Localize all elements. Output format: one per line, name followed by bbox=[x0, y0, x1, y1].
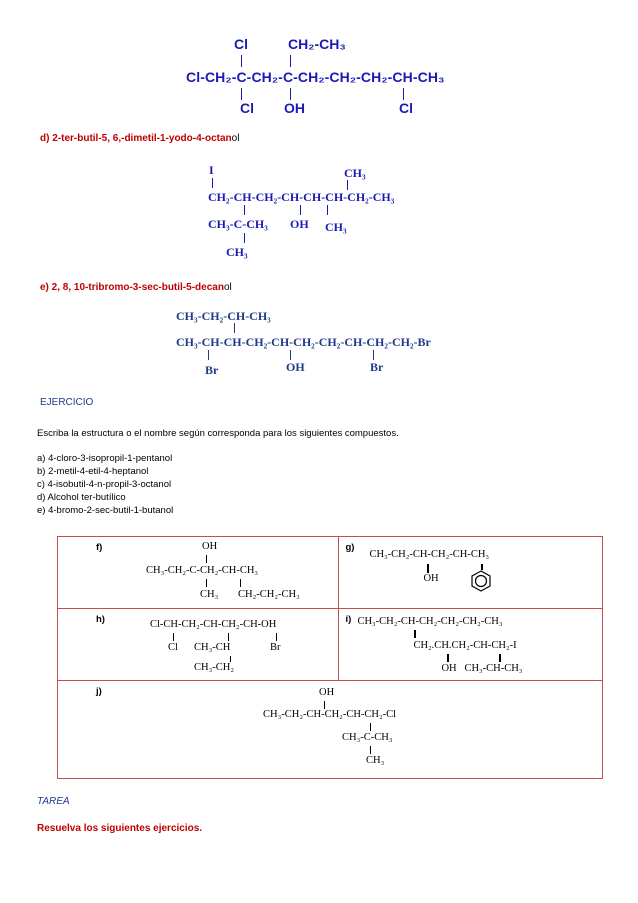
item-d-name: d) 2-ter-butil-5, 6,-dimetil-1-yodo-4-octanol bbox=[40, 133, 240, 144]
e-sec-butyl: CH₃-CH₂-CH-CH₃ bbox=[176, 309, 271, 323]
f-propyl: CH₂-CH₂-CH₃ bbox=[238, 589, 300, 600]
list-item: c) 4-isobutil-4-n-propil-3-octanol bbox=[37, 479, 172, 490]
i-oh: OH bbox=[441, 663, 457, 674]
g-oh: OH bbox=[423, 573, 439, 584]
h-main-chain: Cl-CH-CH₂-CH-CH₂-CH-OH bbox=[150, 619, 277, 630]
cell-label: i) bbox=[345, 614, 352, 625]
cell-j bbox=[58, 681, 603, 779]
j-oh: OH bbox=[319, 687, 335, 698]
cell-f bbox=[58, 537, 339, 609]
top-cl-lower-1: Cl bbox=[240, 100, 254, 116]
cell-label: g) bbox=[345, 542, 355, 553]
benzene-ring-icon bbox=[470, 570, 492, 592]
ejercicio-title: EJERCICIO bbox=[40, 397, 94, 408]
d-methyl-low: CH₃ bbox=[325, 220, 347, 234]
h-ethyl-end: CH₃-CH₂ bbox=[194, 662, 234, 673]
cell-label: j) bbox=[96, 686, 102, 697]
list-item: a) 4-cloro-3-isopropil-1-pentanol bbox=[37, 453, 173, 464]
tarea-text: Resuelva los siguientes ejercicios. bbox=[37, 823, 203, 834]
i-isopropyl: CH₃-CH-CH₃ bbox=[464, 663, 523, 674]
cell-g bbox=[339, 537, 603, 609]
j-methyl-bottom: CH₃ bbox=[366, 755, 385, 766]
list-item: e) 4-bromo-2-sec-butil-1-butanol bbox=[37, 505, 174, 516]
tarea-title: TAREA bbox=[37, 796, 70, 807]
j-main-chain: CH₃-CH₂-CH-CH₂-CH-CH₂-Cl bbox=[263, 709, 397, 720]
structure-e bbox=[0, 0, 638, 380]
cell-i bbox=[339, 609, 603, 681]
top-main-chain: Cl-CH₂-C-CH₂-C-CH₂-CH₂-CH₂-CH-CH₃ bbox=[186, 69, 445, 85]
top-cl-lower-2: Cl bbox=[399, 100, 413, 116]
top-ethyl-group: CH₂-CH₃ bbox=[288, 36, 346, 52]
e-br-1: Br bbox=[205, 363, 219, 377]
d-main-chain: CH₂-CH-CH₂-CH-CH-CH-CH₂-CH₃ bbox=[208, 190, 395, 204]
cell-h bbox=[58, 609, 339, 681]
list-item: d) Alcohol ter-butílico bbox=[37, 492, 126, 503]
d-iodine: I bbox=[209, 163, 214, 177]
h-br: Br bbox=[270, 642, 281, 653]
top-oh: OH bbox=[284, 100, 305, 116]
f-oh: OH bbox=[202, 541, 218, 552]
h-cl: Cl bbox=[168, 642, 178, 653]
j-tert-group: CH₃-C-CH₃ bbox=[342, 732, 393, 743]
i-branch-chain: CH₂.CH.CH₂-CH-CH₂-I bbox=[413, 640, 517, 651]
exercise-table bbox=[57, 536, 603, 779]
d-methyl-top: CH₃ bbox=[344, 166, 366, 180]
exercise-list bbox=[37, 452, 173, 517]
d-tert-butyl: CH₃-C-CH₃ bbox=[208, 217, 268, 231]
e-oh: OH bbox=[286, 360, 305, 374]
g-main-chain: CH₃-CH₂-CH-CH₂-CH-CH₃ bbox=[369, 549, 490, 560]
d-oh: OH bbox=[290, 217, 309, 231]
list-item: b) 2-metil-4-etil-4-heptanol bbox=[37, 466, 149, 477]
item-e-name: e) 2, 8, 10-tribromo-3-sec-butil-5-decanol bbox=[40, 282, 232, 293]
cell-label: f) bbox=[96, 542, 103, 553]
i-main-chain: CH₃-CH₂-CH-CH₂-CH₂-CH₂-CH₃ bbox=[357, 616, 503, 627]
instruction-text: Escriba la estructura o el nombre según corresponda para los siguientes compuestos. bbox=[37, 428, 399, 439]
cell-label: h) bbox=[96, 614, 105, 625]
e-br-2: Br bbox=[370, 360, 384, 374]
f-main-chain: CH₃-CH₂-C-CH₂-CH-CH₃ bbox=[146, 565, 259, 576]
top-cl-upper: Cl bbox=[234, 36, 248, 52]
d-methyl-bottom: CH₃ bbox=[226, 245, 248, 259]
f-methyl: CH₃ bbox=[200, 589, 219, 600]
h-ethyl-branch: CH₃-CH bbox=[194, 642, 231, 653]
e-main-chain: CH₃-CH-CH-CH₂-CH-CH₂-CH₂-CH-CH₂-CH₂-Br bbox=[176, 335, 431, 349]
